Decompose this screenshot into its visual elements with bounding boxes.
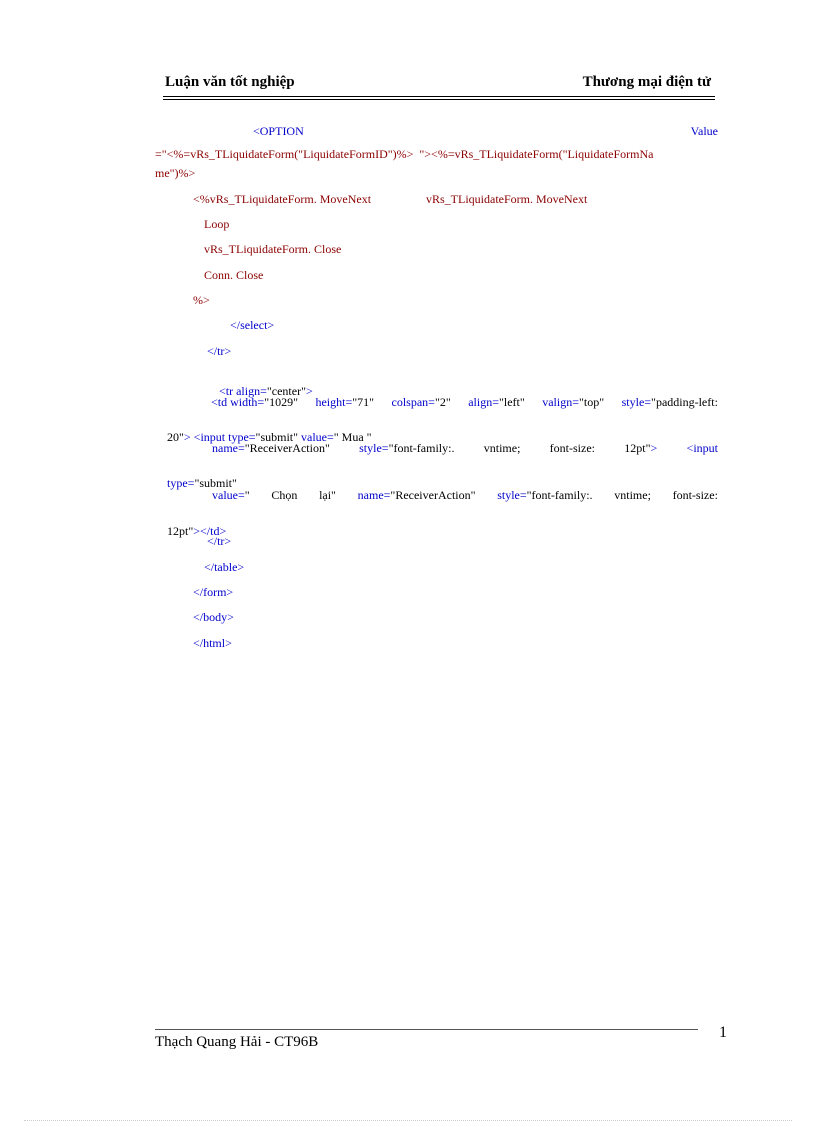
code-line-12: <td width="1029" height="71" colspan="2" align="left" valign="top" style="padding-left:: [211, 395, 718, 409]
code-line-13: 20"> <input type="submit" value=" Mua ": [167, 430, 372, 444]
code-line-2: ="<%=vRs_TLiquidateForm("LiquidateFormID")%> "><%=vRs_TLiquidateForm("LiquidateFormNa: [155, 147, 654, 161]
code-line-10: </tr>: [207, 344, 232, 358]
code-line-22: </html>: [193, 636, 232, 650]
code-line-21: </body>: [193, 610, 234, 624]
code-line-17: 12pt"></td>: [167, 524, 227, 538]
code-line-19: </table>: [204, 560, 245, 574]
page-number: 1: [719, 1024, 727, 1041]
code-line-15: type="submit": [167, 476, 237, 490]
code-line-5: Loop: [204, 217, 230, 231]
code-line-7: Conn. Close: [204, 268, 264, 282]
code-line-14: name="ReceiverAction" style="font-family:. vntime; font-size: 12pt"> <input: [212, 441, 718, 455]
code-line-6: vRs_TLiquidateForm. Close: [204, 242, 342, 256]
code-line-8: %>: [193, 293, 210, 307]
code-line-11: <tr align="center">: [219, 384, 313, 398]
page-bottom-border: [24, 1120, 792, 1121]
header-subject: Thương mại điện tử: [582, 74, 711, 90]
code-line-18: </tr>: [207, 534, 232, 548]
footer-author: Thạch Quang Hải - CT96B: [155, 1034, 319, 1050]
code-line-1: <OPTION Value: [253, 124, 718, 138]
code-line-4b: vRs_TLiquidateForm. MoveNext: [426, 192, 588, 206]
code-line-3: me")%>: [155, 166, 196, 180]
code-line-20: </form>: [193, 585, 234, 599]
code-line-4a: <%vRs_TLiquidateForm. MoveNext: [193, 192, 372, 206]
footer-rule: [155, 1029, 698, 1030]
code-line-16: value=" Chọn lại" name="ReceiverAction" style="font-family:. vntime; font-size:: [212, 488, 718, 502]
code-line-9: </select>: [230, 318, 275, 332]
header-thesis-title: Luận văn tốt nghiệp: [165, 74, 295, 90]
